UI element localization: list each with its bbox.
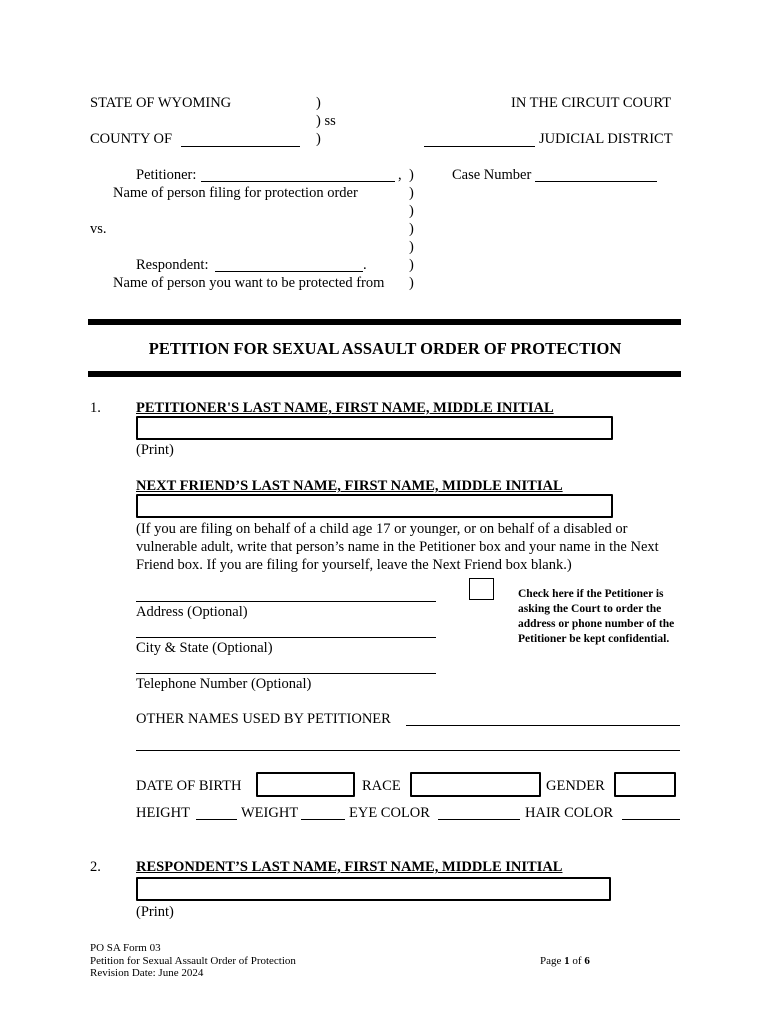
county-input-line[interactable] (181, 146, 300, 147)
confidential-note: Check here if the Petitioner is asking the Court to order the address or phone number of the Petitioner be kept confidential. (518, 588, 675, 645)
petitioner-caption-input-line[interactable] (201, 181, 395, 182)
caption-paren: ) (409, 275, 414, 291)
race-label: RACE (362, 778, 401, 794)
petitioner-sublabel: Name of person filing for protection order (113, 185, 358, 201)
weight-input-line[interactable] (301, 819, 345, 820)
vs-label: vs. (90, 221, 107, 237)
gender-label: GENDER (546, 778, 605, 794)
next-friend-heading: NEXT FRIEND’S LAST NAME, FIRST NAME, MIDDLE INITIAL (136, 478, 563, 494)
caption-paren: ) (409, 239, 414, 255)
confidential-checkbox[interactable] (469, 578, 494, 600)
county-label: COUNTY OF (90, 131, 173, 147)
race-field[interactable] (410, 772, 541, 797)
case-number-input-line[interactable] (535, 181, 657, 182)
respondent-label: Respondent: (136, 257, 209, 273)
eye-color-input-line[interactable] (438, 819, 520, 820)
address-label: Address (Optional) (136, 604, 248, 620)
caption-paren: ) (409, 203, 414, 219)
court-label: IN THE CIRCUIT COURT (511, 95, 672, 111)
other-names-input-line[interactable] (406, 725, 680, 726)
telephone-label: Telephone Number (Optional) (136, 676, 312, 692)
section-2-number: 2. (90, 859, 101, 875)
next-friend-name-field[interactable] (136, 494, 613, 518)
caption-paren: ) (316, 95, 321, 111)
title-bottom-rule (88, 371, 681, 377)
page-title: PETITION FOR SEXUAL ASSAULT ORDER OF PROTECTION (148, 339, 622, 358)
weight-label: WEIGHT (241, 805, 299, 821)
next-friend-instructions: (If you are filing on behalf of a child age 17 or younger, or on behalf of a disabled or vulnerable adult, write that person’s name in the Petitioner box and your name in the Next Friend box. If you are filing for yourself, leave the Next Friend box blank.) (136, 521, 659, 573)
caption-ss: ) ss (316, 113, 336, 129)
respondent-sublabel: Name of person you want to be protected from (113, 275, 385, 291)
respondent-caption-input-line[interactable] (215, 271, 363, 272)
address-input-line[interactable] (136, 601, 436, 602)
dob-label: DATE OF BIRTH (136, 778, 242, 794)
gender-field[interactable] (614, 772, 676, 797)
footer-form-id: PO SA Form 03 (90, 942, 161, 954)
eye-color-label: EYE COLOR (349, 805, 430, 821)
other-names-label: OTHER NAMES USED BY PETITIONER (136, 711, 391, 727)
petitioner-print-label: (Print) (136, 442, 174, 458)
petitioner-label: Petitioner: (136, 167, 197, 183)
page-total: 6 (584, 955, 590, 967)
caption-paren: ) (409, 257, 414, 273)
respondent-period: . (363, 257, 367, 273)
city-state-input-line[interactable] (136, 637, 436, 638)
caption-paren: ) (316, 131, 321, 147)
city-state-label: City & State (Optional) (136, 640, 273, 656)
respondent-name-heading: RESPONDENT’S LAST NAME, FIRST NAME, MIDDLE INITIAL (136, 859, 563, 875)
district-label: JUDICIAL DISTRICT (539, 131, 673, 147)
respondent-print-label: (Print) (136, 904, 174, 920)
hair-color-label: HAIR COLOR (525, 805, 614, 821)
telephone-input-line[interactable] (136, 673, 436, 674)
caption-paren: ) (409, 167, 414, 183)
page-of: of (569, 955, 585, 967)
section-1-number: 1. (90, 400, 101, 416)
dob-field[interactable] (256, 772, 355, 797)
district-input-line[interactable] (424, 146, 535, 147)
hair-color-input-line[interactable] (622, 819, 680, 820)
state-label: STATE OF WYOMING (90, 95, 232, 111)
caption-paren: ) (409, 221, 414, 237)
height-label: HEIGHT (136, 805, 190, 821)
respondent-name-field[interactable] (136, 877, 611, 901)
footer-form-name: Petition for Sexual Assault Order of Protection (90, 955, 296, 967)
footer-page-number (540, 956, 590, 967)
petitioner-name-field[interactable] (136, 416, 613, 440)
petitioner-name-heading: PETITIONER'S LAST NAME, FIRST NAME, MIDDLE INITIAL (136, 400, 554, 416)
caption-paren: ) (409, 185, 414, 201)
height-input-line[interactable] (196, 819, 237, 820)
page-prefix: Page (540, 955, 565, 967)
case-number-label: Case Number (452, 167, 532, 183)
page-current: 1 (564, 955, 570, 967)
footer-revision: Revision Date: June 2024 (90, 967, 204, 979)
petitioner-comma: , (398, 167, 402, 183)
title-top-rule (88, 319, 681, 325)
other-names-continuation-line[interactable] (136, 750, 680, 751)
